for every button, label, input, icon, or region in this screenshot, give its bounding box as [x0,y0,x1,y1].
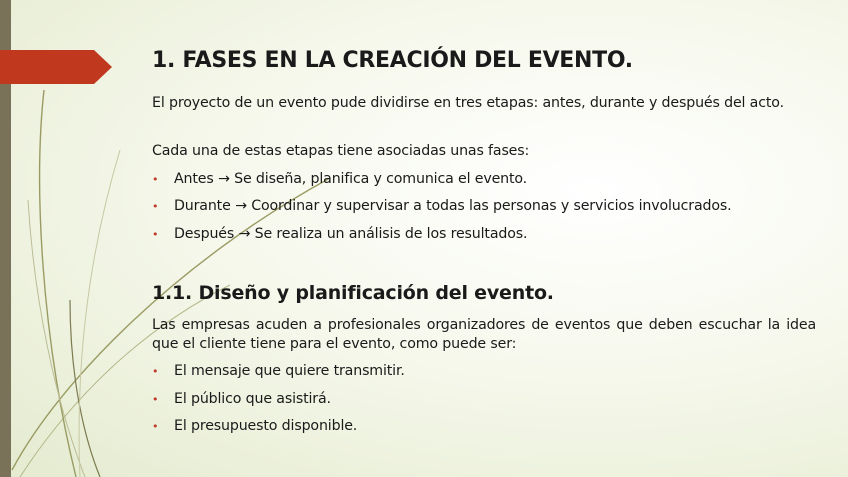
list-item-text: El público que asistirá. [174,391,331,407]
phase-text: Se realiza un análisis de los resultados. [254,226,528,242]
phase-term: Después [174,226,235,242]
phase-text: Coordinar y supervisar a todas las personas y servicios involucrados. [251,198,732,214]
phases-intro: Cada una de estas etapas tiene asociadas unas fases: [152,143,530,159]
phase-term: Antes [174,171,214,187]
right-arrow-icon: → [235,198,247,214]
bullet-dot: • [152,200,159,213]
bullet-dot: • [152,393,159,406]
title-arrow-shape [0,50,112,84]
section-subtitle: 1.1. Diseño y planificación del evento. [152,282,554,304]
bullet-dot: • [152,173,159,186]
list-item-text: El presupuesto disponible. [174,418,358,434]
phase-text: Se diseña, planifica y comunica el evento. [234,171,528,187]
bullet-dot: • [152,420,159,433]
section-paragraph: Las empresas acuden a profesionales organizadores de eventos que deben escuchar la idea que el cliente tiene para el evento, como puede ser: [152,317,816,352]
right-arrow-icon: → [218,171,230,187]
phase-term: Durante [174,198,231,214]
intro-paragraph: El proyecto de un evento pude dividirse en tres etapas: antes, durante y después del acto. [152,95,784,111]
slide-title: 1. FASES EN LA CREACIÓN DEL EVENTO. [152,48,633,73]
right-arrow-icon: → [238,226,251,242]
list-item-text: El mensaje que quiere transmitir. [174,363,405,379]
bullet-dot: • [152,228,159,241]
bullet-dot: • [152,365,159,378]
